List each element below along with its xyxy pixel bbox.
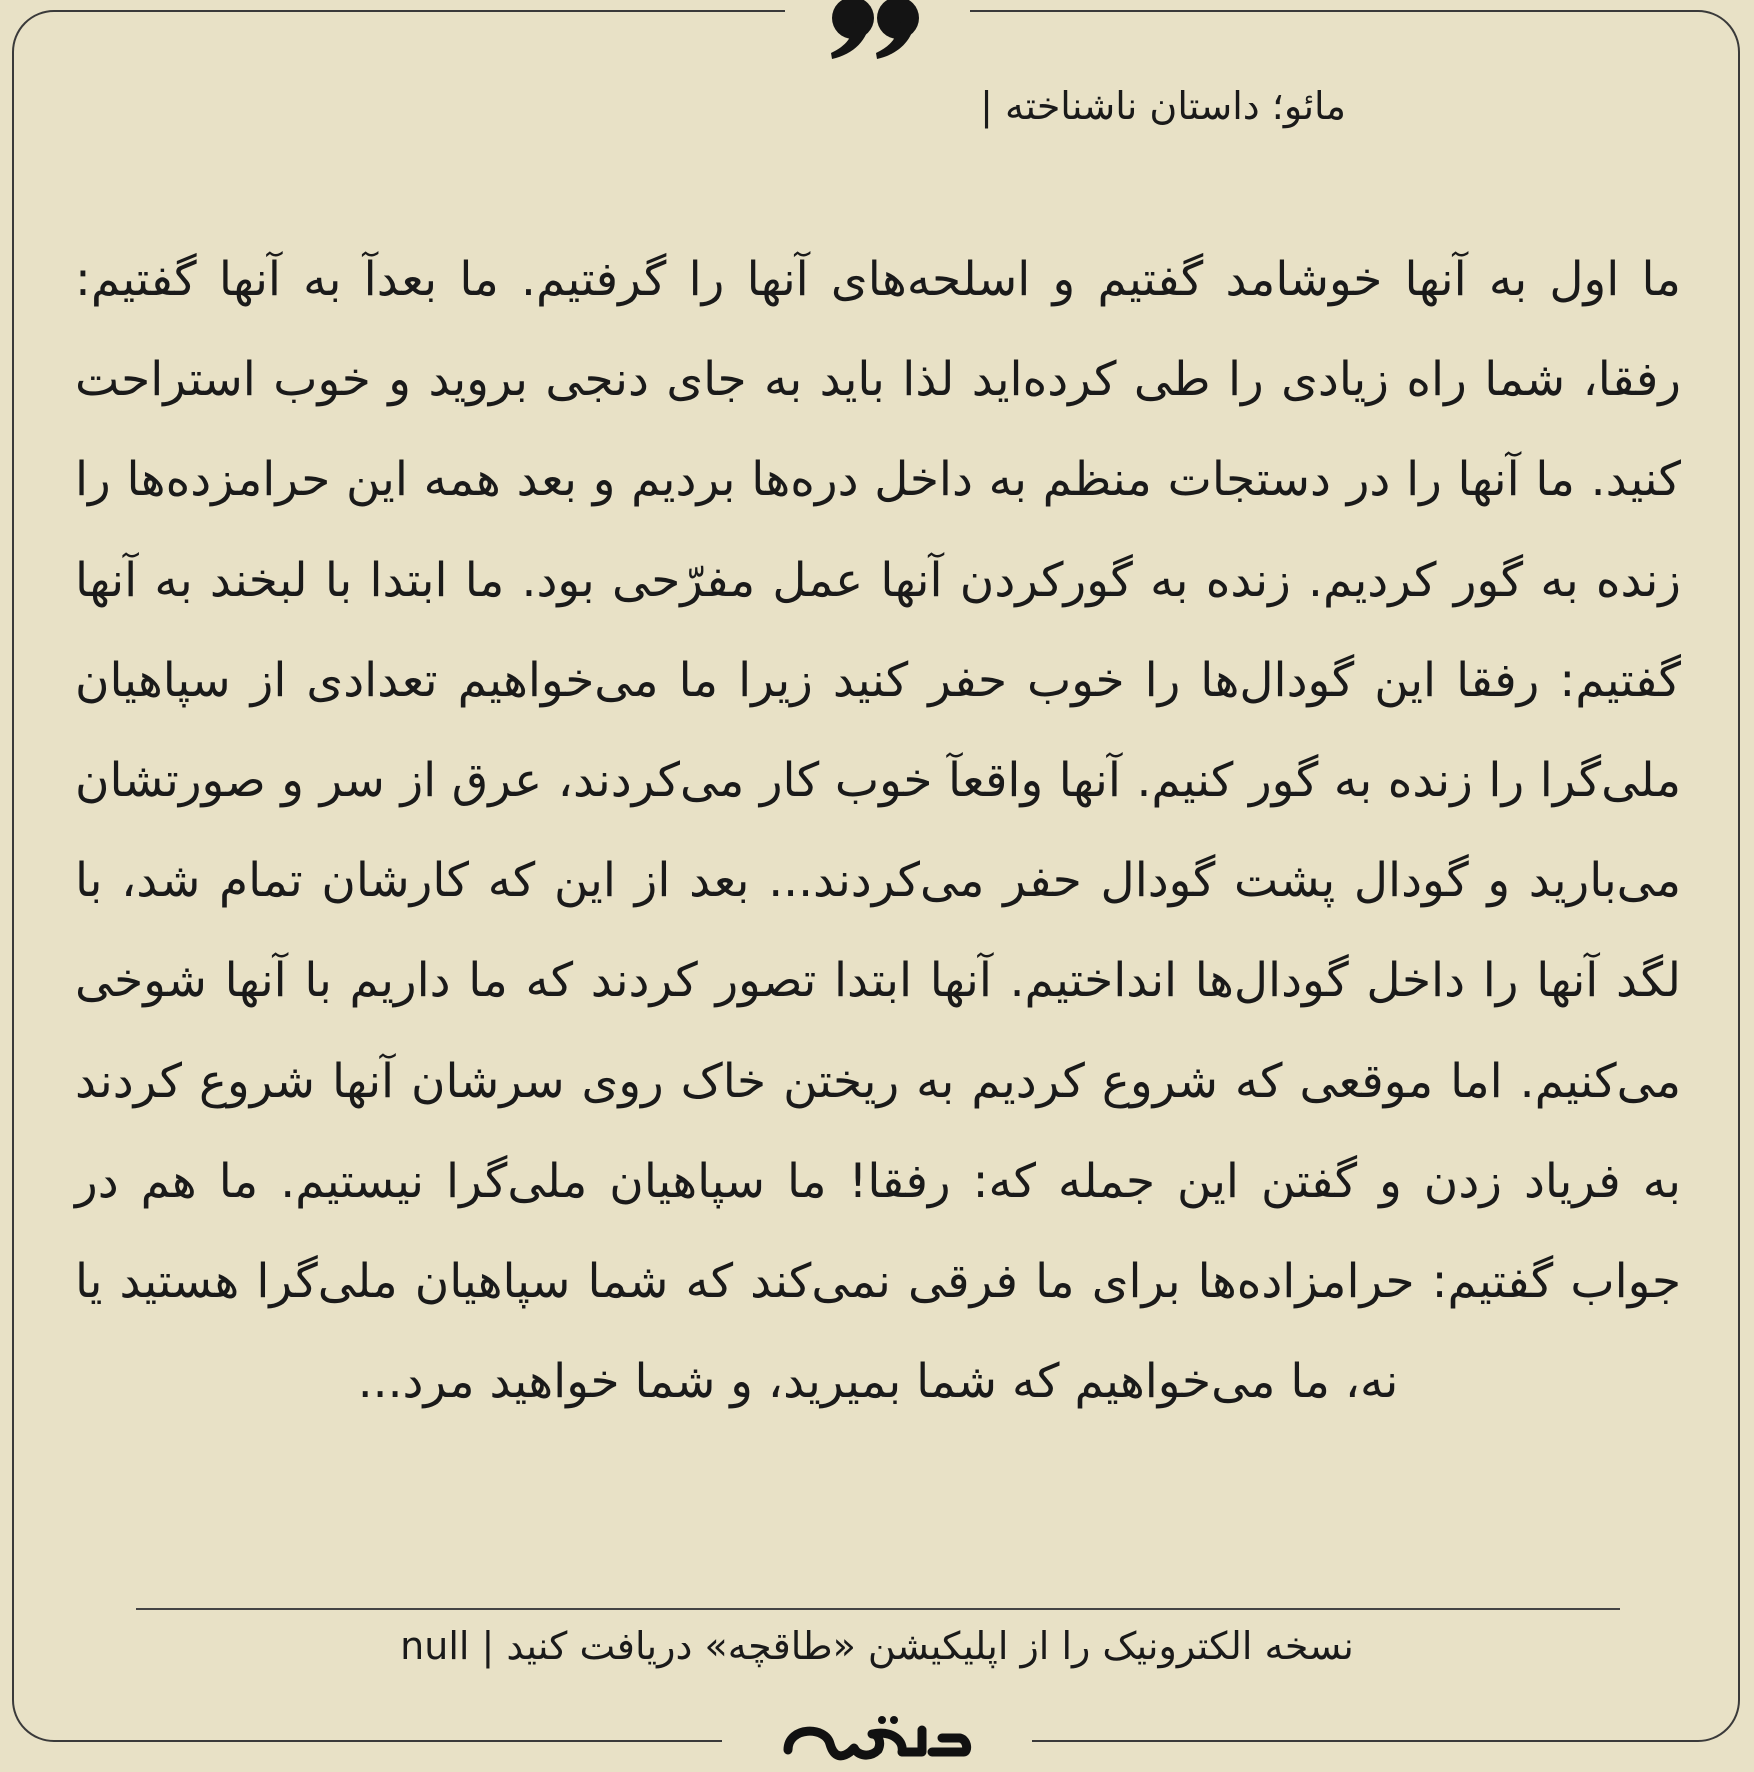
- footer-divider: [136, 1608, 1620, 1610]
- excerpt-text: ما اول به آنها خوشامد گفتیم و اسلحه‌های آنها را گرفتیم. ما بعدآ به آنها گفتیم: رفقا، شما راه زیادی را طی کرده‌اید لذا باید به جای دنجی بروید و خوب استراحت کنید. ما آنها را در دستجات منظم به داخل دره‌ها بردیم و بعد همه این حرامزده‌ها را زنده به گور کردیم. زنده به گورکردن آنها عمل مفرّحی بود. ما ابتدا با لبخند به آنها گفتیم: رفقا این گودال‌ها را خوب حفر کنید زیرا ما می‌خواهیم تعدادی از سپاهیان ملی‌گرا را زنده به گور کنیم. آنها واقعآ خوب کار می‌کردند، عرق از سر و صورتشان می‌بارید و گودال پشت گودال حفر می‌کردند... بعد از این که کارشان تمام شد، با لگد آنها را داخل گودال‌ها انداختیم. آنها ابتدا تصور کردند که ما داریم با آنها شوخی می‌کنیم. اما موقعی که شروع کردیم به ریختن خاک روی سرشان آنها شروع کردند به فریاد زدن و گفتن این جمله که: رفقا! ما سپاهیان ملی‌گرا نیستیم. ما هم در جواب گفتیم: حرامزاده‌ها برای ما فرقی نمی‌کند که شما سپاهیان ملی‌گرا هستید یا نه، ما می‌خواهیم که شما بمیرید، و شما خواهید مرد...: [75, 252, 1681, 1410]
- book-title: مائو؛ داستان ناشناخته |: [980, 84, 1346, 128]
- download-app-text: نسخه الکترونیک را از اپلیکیشن «طاقچه» دریافت کنید | null: [400, 1624, 1354, 1668]
- quote-mark-icon: [826, 0, 926, 60]
- taaghche-logo: [782, 1712, 972, 1772]
